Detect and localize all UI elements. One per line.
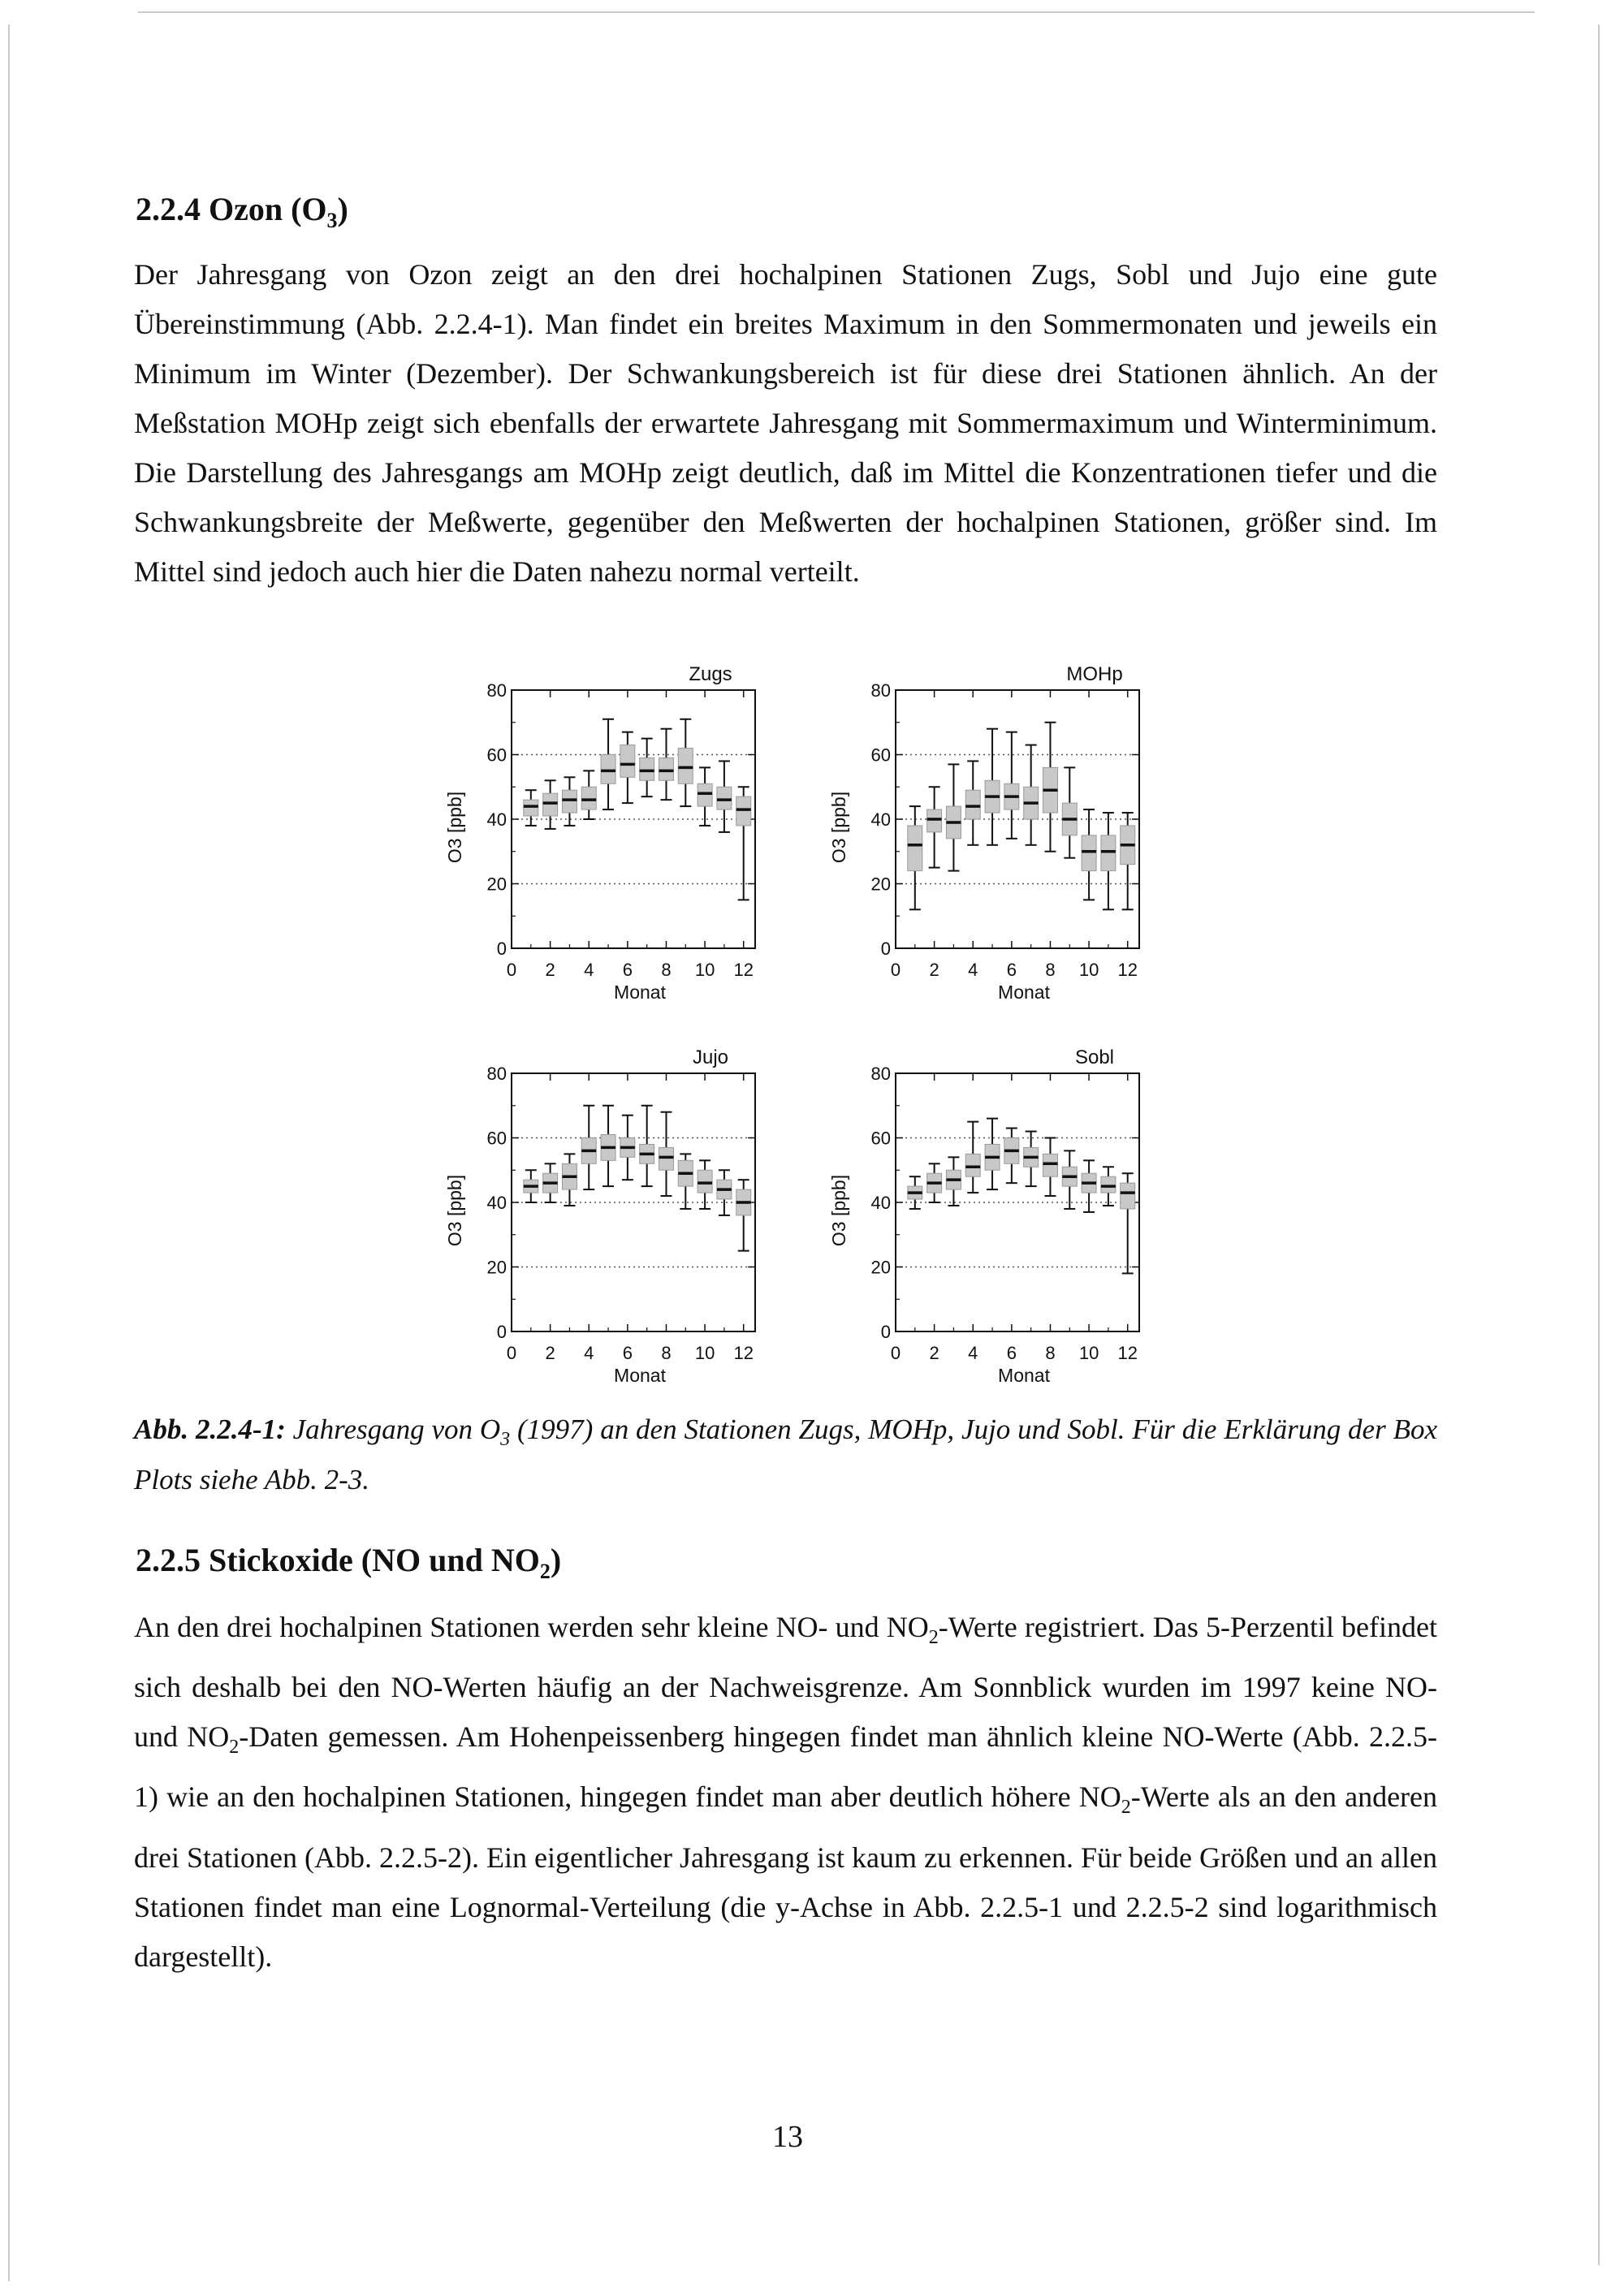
page-number: 13 <box>772 2120 803 2154</box>
mohp-y-tick-label: 0 <box>880 939 891 959</box>
jujo-x-tick-label: 4 <box>584 1343 594 1363</box>
zugs-x-tick-label: 8 <box>661 960 672 980</box>
figure-caption-label: Abb. 2.2.4-1: <box>134 1413 286 1445</box>
zugs-box <box>581 787 596 809</box>
zugs-x-axis-label: Monat <box>614 982 666 1003</box>
sobl-x-tick-label: 0 <box>890 1343 901 1363</box>
sobl-x-tick-label: 2 <box>929 1343 939 1363</box>
zugs-box <box>717 787 732 809</box>
mohp-x-tick-label: 0 <box>890 960 901 980</box>
mohp-y-axis-label: O3 [ppb] <box>828 791 849 864</box>
mohp-chart-title: MOHp <box>1066 663 1123 685</box>
jujo-y-tick-label: 20 <box>486 1257 507 1278</box>
jujo-box <box>698 1170 712 1193</box>
sobl-y-axis-label: O3 [ppb] <box>828 1174 849 1247</box>
ozone-paragraph: Der Jahresgang von Ozon zeigt an den drei hochalpinen Stationen Zugs, Sobl und Jujo eine gute Übereinstimmung (Abb. 2.2.4-1). Man findet ein breites Maximum in den Sommermonaten und jeweils ein Minimum im Winter (Dezember). Der Schwankungsbereich ist für diese drei Stationen ähnlich. An der Meßstation MOHp zeigt sich ebenfalls der erwartete Jahresgang mit Sommermaximum und Winterminimum. Die Darstellung des Jahresgangs am MOHp zeigt deutlich, daß im Mittel die Konzentrationen tiefer und die Schwankungsbreite der Meßwerte, gegenüber den Meßwerten der hochalpinen Stationen, größer sind. Im Mittel sind jedoch auch hier die Daten nahezu normal verteilt. <box>134 258 1437 588</box>
jujo-x-tick-label: 12 <box>733 1343 754 1363</box>
sobl-chart-title: Sobl <box>1074 1047 1115 1068</box>
zugs-box <box>659 757 673 780</box>
zugs-y-tick-label: 0 <box>496 939 507 959</box>
jujo-x-tick-label: 8 <box>661 1343 672 1363</box>
sobl-x-tick-label: 10 <box>1078 1343 1099 1363</box>
mohp-x-tick-label: 4 <box>968 960 978 980</box>
sobl-y-tick-label: 40 <box>870 1193 891 1213</box>
zugs-x-tick-label: 2 <box>545 960 555 980</box>
mohp-box <box>965 790 980 819</box>
mohp-box <box>1101 835 1116 871</box>
zugs-y-tick-label: 80 <box>486 680 507 701</box>
sobl-x-tick-label: 8 <box>1045 1343 1056 1363</box>
zugs-x-tick-label: 10 <box>694 960 715 980</box>
jujo-x-tick-label: 0 <box>506 1343 517 1363</box>
zugs-box <box>562 790 577 813</box>
zugs-x-tick-label: 0 <box>506 960 517 980</box>
zugs-y-tick-label: 40 <box>486 809 507 830</box>
mohp-y-tick-label: 20 <box>870 874 891 895</box>
mohp-x-tick-label: 6 <box>1006 960 1017 980</box>
sobl-y-tick-label: 80 <box>870 1064 891 1084</box>
jujo-box <box>659 1147 673 1170</box>
figure-caption: Abb. 2.2.4-1: Jahresgang von $O_3$ (1997) an den Stationen Zugs, MOHp, Jujo und Sobl. Für die Erklärung der Box Plots siehe Abb. 2-3. <box>134 1413 1437 1495</box>
zugs-x-tick-label: 4 <box>584 960 594 980</box>
mohp-box <box>908 826 922 871</box>
zugs-box <box>640 757 654 780</box>
zugs-y-axis-label: O3 [ppb] <box>444 791 465 864</box>
sobl-box <box>1121 1183 1135 1209</box>
mohp-box <box>1082 835 1096 871</box>
zugs-box <box>736 796 751 826</box>
mohp-x-axis-label: Monat <box>998 982 1050 1003</box>
sobl-box <box>1043 1154 1057 1176</box>
mohp-x-tick-label: 2 <box>929 960 939 980</box>
sobl-y-tick-label: 60 <box>870 1128 891 1149</box>
mohp-x-tick-label: 12 <box>1117 960 1138 980</box>
jujo-x-tick-label: 6 <box>622 1343 633 1363</box>
zugs-chart-title: Zugs <box>689 663 732 685</box>
mohp-y-tick-label: 60 <box>870 744 891 766</box>
zugs-x-tick-label: 6 <box>622 960 633 980</box>
sobl-x-axis-label: Monat <box>998 1365 1050 1386</box>
sobl-box <box>1101 1176 1116 1193</box>
sobl-y-tick-label: 20 <box>870 1257 891 1278</box>
zugs-box <box>543 793 558 816</box>
mohp-x-tick-label: 8 <box>1045 960 1056 980</box>
zugs-box <box>678 749 693 784</box>
sobl-x-tick-label: 12 <box>1117 1343 1138 1363</box>
jujo-x-tick-label: 10 <box>694 1343 715 1363</box>
mohp-y-tick-label: 40 <box>870 809 891 830</box>
jujo-y-tick-label: 40 <box>486 1193 507 1213</box>
zugs-box <box>601 755 615 784</box>
zugs-y-tick-label: 20 <box>486 874 507 895</box>
jujo-x-tick-label: 2 <box>545 1343 555 1363</box>
jujo-chart-title: Jujo <box>692 1047 729 1068</box>
mohp-box <box>927 809 942 832</box>
jujo-y-tick-label: 80 <box>486 1064 507 1084</box>
zugs-box <box>698 783 712 806</box>
sobl-y-tick-label: 0 <box>880 1322 891 1342</box>
zugs-x-tick-label: 12 <box>733 960 754 980</box>
zugs-y-tick-label: 60 <box>486 744 507 766</box>
section-heading-nox: 2.2.5 Stickoxide (NO und $NO_2$) <box>136 1542 562 1583</box>
jujo-y-tick-label: 0 <box>496 1322 507 1342</box>
mohp-x-tick-label: 10 <box>1078 960 1099 980</box>
jujo-x-axis-label: Monat <box>614 1365 666 1386</box>
section-heading-ozone: 2.2.4 Ozon $(O_3)$ <box>136 191 348 232</box>
zugs-box <box>524 800 538 816</box>
zugs-box <box>620 745 635 778</box>
jujo-y-axis-label: O3 [ppb] <box>444 1174 465 1247</box>
sobl-box <box>965 1154 980 1176</box>
sobl-x-tick-label: 6 <box>1006 1343 1017 1363</box>
nox-paragraph: An den drei hochalpinen Stationen werden sehr kleine NO- und $NO_2$-Werte registriert. Das 5-Perzentil befindet sich deshalb bei den NO-Werten häufig an der Nachweisgrenze. Am Sonnblick wurden im 1997 keine NO- und $NO_2$-Daten gemessen. Am Hohenpeissenberg hingegen findet man ähnlich kleine NO-Werte (Abb. 2.2.5-1) wie an den hochalpinen Stationen, hingegen findet man aber deutlich höhere $NO_2$-Werte als an den anderen drei Stationen (Abb. 2.2.5-2). Ein eigentlicher Jahresgang ist kaum zu erkennen. Für beide Größen und an allen Stationen findet man eine Lognormal-Verteilung (die y-Achse in Abb. 2.2.5-1 und 2.2.5-2 sind logarithmisch dargestellt). <box>134 1611 1438 1973</box>
jujo-y-tick-label: 60 <box>486 1128 507 1149</box>
mohp-y-tick-label: 80 <box>870 680 891 701</box>
sobl-x-tick-label: 4 <box>968 1343 978 1363</box>
